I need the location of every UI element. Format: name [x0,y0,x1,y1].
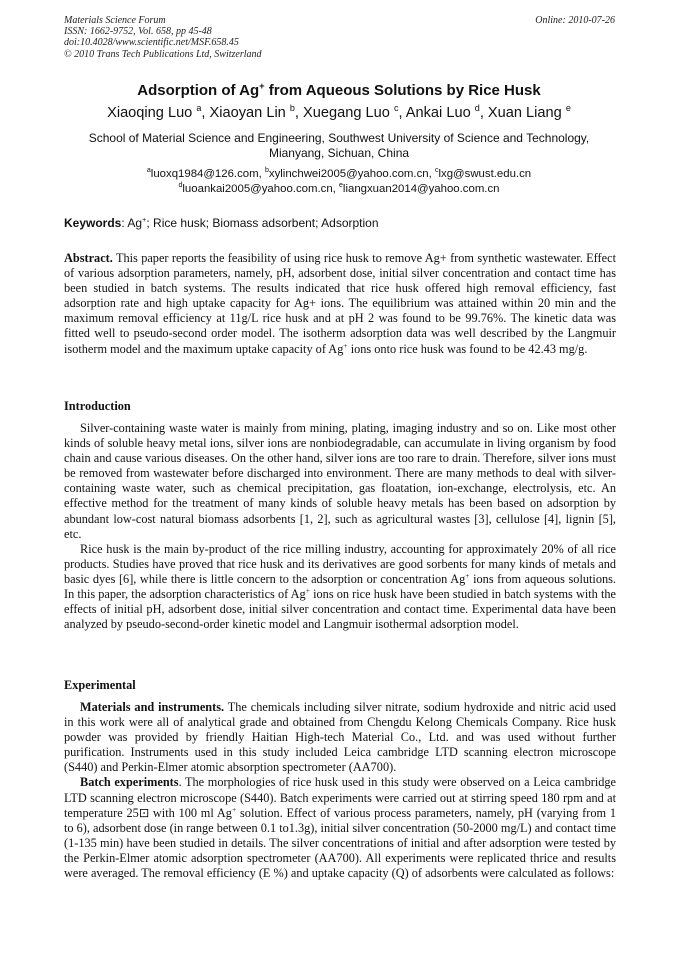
online-date: Online: 2010-07-26 [535,15,615,26]
intro-text: Rice husk is the main by-product of the rice milling industry, accounting for approximately 20% of all rice products. Studies have proved that rice husk and its derivatives are good sorbents for many kinds of metals and basic dyes [6], while there is little concern to the adsorption or concentration Ag [64,541,616,586]
author-mark: d [474,103,480,114]
email-mark: e [339,181,343,189]
journal-name: Materials Science Forum [64,15,166,26]
author-name: Xiaoqing Luo [107,105,193,121]
section-heading-experimental: Experimental [64,678,136,692]
email-link[interactable]: luoxq1984@126.com [150,168,259,180]
keywords-label: Keywords [64,216,122,230]
intro-paragraph-1: Silver-containing waste water is mainly from mining, plating, imaging industry and so on. Like most other kinds of soluble heavy metal ions, silver ions are nonbiodegradable, can accumulate in living organism by food chain and cause various diseases. On the other hand, silver ions are too rare to drain. Therefore, silver ions must be removed from wastewater before discharged into environment. There are many methods to deal with silver-containing waste water, such as chemical precipitation, gas floatation, ion-exchange, electrolysis, etc. An effective method for the treatment of many kinds of soluble heavy metals has been based on adsorption by abundant low-cost natural biomass adsorbents [1, 2], such as agricultural wastes [3], cellulose [4], lignin [5], etc. [64,421,616,541]
author-mark: a [196,103,202,114]
author-mark: e [565,103,571,114]
abstract-superscript: + [343,340,348,350]
paper-title [0,82,678,100]
intro-text: ions from aqueous solutions. In this paper, the adsorption characteristics of Ag [64,571,617,602]
batch-text: . The morphologies of rice husk used in this study were observed on a Leica cambridge LTD scanning electron microscope (S440). Batch experiments were carried out at stirring speed 180 rpm and at temperature 25 [64,775,616,820]
email-link[interactable]: liangxuan2014@yahoo.com.cn [342,182,500,195]
batch-text: solution. Effect of various process parameters, namely, pH (varying from 1 to 6), adsorbent dose (in range between 0.1 to1.3g), initial silver concentration (50-2000 mg/L) and contact time (1-135 min) have been studied in details. The silver concentrations of initial and after adsorption were tested by the Perkin-Elmer atomic adsorption spectrometer (AA700). All experiments were replicated thrice and results were averaged. The removal efficiency (E %) and uptake capacity (Q) of adsorbents were calculated as follows: [64,805,617,881]
degree-symbol: ⊡ [138,805,150,820]
materials-paragraph [64,700,616,775]
author-name: Ankai Luo [405,105,471,121]
author-separator: , [294,105,304,121]
email-separator: , [332,182,339,195]
batch-paragraph [64,775,616,881]
author-name: Xuegang Luo [303,105,390,121]
keywords-superscript: + [142,215,147,224]
journal-header [64,15,394,60]
journal-doi: doi:10.4028/www.scientific.net/MSF.658.45 [64,37,239,49]
email-link[interactable]: xylinchwei2005@yahoo.com.cn [268,168,429,180]
batch-label: Batch experiments [80,775,179,790]
intro-superscript: + [305,585,310,595]
author-mark: c [393,103,399,114]
author-separator: , [201,105,210,121]
section-heading-introduction: Introduction [64,399,131,413]
materials-text: The chemicals including silver nitrate, sodium hydroxide and nitric acid used in this work were all of analytical grade and obtained from Chengdu Kelong Chemicals Company. Rice husk powder was provided by friendly Haitian High-tech Material Co., Ltd. and was used without further purification. Instruments used in this study included Leica cambridge LTD scanning electron microscope (S440) and Perkin-Elmer atomic absorption spectrometer (AA700). [64,700,616,775]
title-text-post: from Aqueous Solutions by Rice Husk [264,82,541,99]
abstract-paragraph [64,251,616,357]
author-separator: , [479,105,488,121]
intro-paragraph-2 [64,542,616,633]
abstract [64,251,616,357]
batch-superscript: + [231,804,237,814]
experimental-body [64,700,616,881]
email-separator: , [258,168,265,180]
title-text-pre: Adsorption of Ag [137,82,260,99]
abstract-label: Abstract. [64,251,113,265]
introduction-body [64,421,616,632]
intro-superscript: + [465,570,470,580]
affiliation: School of Material Science and Engineering, Southwest University of Science and Technology, Mianyang, Sichuan, China [88,131,590,161]
intro-text: ions on rice husk have been studied in batch systems with the effects of initial pH, adsorbent dose, initial silver concentration and contact time. Experimental data have been analyzed by pseudo-second-order kinetic model and Langmuir isothermal adsorption model. [64,587,616,632]
abstract-text: This paper reports the feasibility of using rice husk to remove Ag+ from synthetic wastewater. Effect of various adsorption parameters, namely, pH, adsorbent dose, initial silver concentration and contact time has been studied in batch systems. The results indicated that rice husk offered high removal efficiency, fast adsorption rate and high uptake capacity for Ag+ ions. The equilibrium was attained within 20 min and the maximum removal efficiency at 11g/L rice husk and at pH 2 was found to be 99.76%. The kinetic data was fitted well to pseudo-second order model. The isotherm adsorption data was well described by the Langmuir isotherm model and the maximum uptake capacity of Ag [64,251,616,356]
email-line [70,182,608,197]
email-mark: b [264,167,269,175]
email-mark: d [178,181,183,189]
journal-issn: ISSN: 1662-9752, Vol. 658, pp 45-48 [64,26,212,38]
author-mark: b [289,103,295,114]
author-name: Xiaoyan Lin [209,105,286,121]
keywords-first: : Ag [121,216,143,230]
abstract-text: ions onto rice husk was found to be 42.43 mg/g. [347,341,588,356]
author-name: Xuan Liang [487,105,562,121]
email-mark: a [146,167,151,175]
author-list [0,104,678,122]
keywords [64,216,616,231]
author-separator: , [398,105,406,121]
title-superscript: + [259,81,265,91]
email-line [70,167,608,182]
email-mark: c [434,167,439,175]
author-emails [70,167,608,196]
keywords-rest: ; Rice husk; Biomass adsorbent; Adsorption [146,216,379,230]
journal-copyright: © 2010 Trans Tech Publications Ltd, Switzerland [64,48,262,60]
materials-label: Materials and instruments. [80,700,225,714]
email-link[interactable]: luoankai2005@yahoo.com.cn [182,182,333,195]
email-link[interactable]: lxg@swust.edu.cn [438,168,532,180]
batch-text: with 100 ml Ag [149,805,232,820]
email-separator: , [428,168,435,180]
